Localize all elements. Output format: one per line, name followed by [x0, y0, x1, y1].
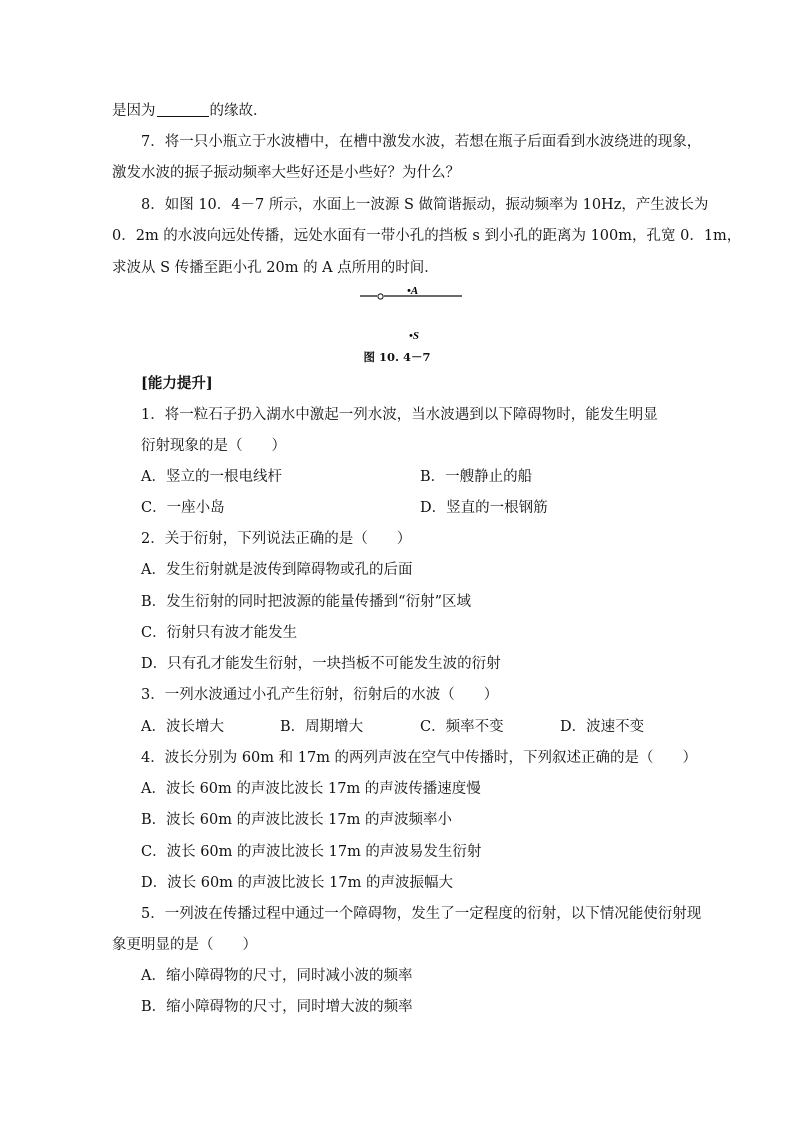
q3-option-d: D．波速不变 [560, 719, 645, 735]
wave-barrier-figure [0, 0, 794, 360]
q7-line2: 激发水波的振子振动频率大些好还是小些好？为什么？ [112, 165, 460, 181]
q3-option-a: A．波长增大 [141, 719, 224, 735]
q8-line3: 求波从 S 传播至距小孔 20m 的 A 点所用的时间． [112, 260, 439, 276]
q1-option-b: B．一艘静止的船 [420, 469, 533, 485]
q3-stem: 3．一列水波通过小孔产生衍射，衍射后的水波（ ） [141, 687, 499, 703]
section-title: [能力提升] [141, 375, 213, 392]
q4-option-c: C．波长 60m 的声波比波长 17m 的声波易发生衍射 [141, 844, 482, 860]
q1-option-a: A．竖立的一根电线杆 [141, 469, 282, 485]
figure-caption: 图 10. 4－7 [363, 350, 431, 364]
q6-tail-post: 的缘故． [209, 103, 268, 119]
point-a-label: •A [407, 285, 419, 297]
source-s-label: •S [409, 330, 419, 342]
q3-option-b: B．周期增大 [280, 719, 364, 735]
q2-option-c: C．衍射只有波才能发生 [141, 625, 298, 641]
q8-line1: 8．如图 10．4－7 所示，水面上一波源 S 做简谐振动，振动频率为 10Hz，产生波长为 [141, 197, 709, 213]
q1-stem-line1: 1．将一粒石子扔入湖水中激起一列水波，当水波遇到以下障碍物时，能发生明显 [141, 407, 658, 423]
q7-line1: 7．将一只小瓶立于水波槽中，在槽中激发水波，若想在瓶子后面看到水波绕进的现象， [141, 134, 702, 150]
q1-option-d: D．竖直的一根钢筋 [420, 500, 548, 516]
q5-stem-line1: 5．一列波在传播过程中通过一个障碍物，发生了一定程度的衍射，以下情况能使衍射现 [141, 906, 702, 922]
q4-option-b: B．波长 60m 的声波比波长 17m 的声波频率小 [141, 812, 452, 828]
q5-stem-line2: 象更明显的是（ ） [112, 937, 257, 953]
q3-option-c: C．频率不变 [420, 719, 504, 735]
q5-option-b: B．缩小障碍物的尺寸，同时增大波的频率 [141, 999, 413, 1015]
q5-option-a: A．缩小障碍物的尺寸，同时减小波的频率 [141, 968, 413, 984]
q2-stem: 2．关于衍射，下列说法正确的是（ ） [141, 531, 412, 547]
q2-option-d: D．只有孔才能发生衍射，一块挡板不可能发生波的衍射 [141, 656, 501, 672]
q2-option-b: B．发生衍射的同时把波源的能量传播到“衍射”区域 [141, 594, 471, 610]
q4-option-d: D．波长 60m 的声波比波长 17m 的声波振幅大 [141, 875, 453, 891]
q4-stem: 4．波长分别为 60m 和 17m 的两列声波在空气中传播时，下列叙述正确的是（ ） [141, 750, 698, 766]
q4-option-a: A．波长 60m 的声波比波长 17m 的声波传播速度慢 [141, 781, 481, 797]
small-hole [378, 294, 383, 299]
q1-stem-line2: 衍射现象的是（ ） [141, 438, 286, 454]
q6-tail-pre: 是因为 [112, 103, 156, 119]
q2-option-a: A．发生衍射就是波传到障碍物或孔的后面 [141, 562, 413, 578]
q8-line2: 0．2m 的水波向远处传播，远处水面有一带小孔的挡板 s 到小孔的距离为 100m，孔宽 0．1m， [112, 228, 742, 244]
q1-option-c: C．一座小岛 [141, 500, 225, 516]
